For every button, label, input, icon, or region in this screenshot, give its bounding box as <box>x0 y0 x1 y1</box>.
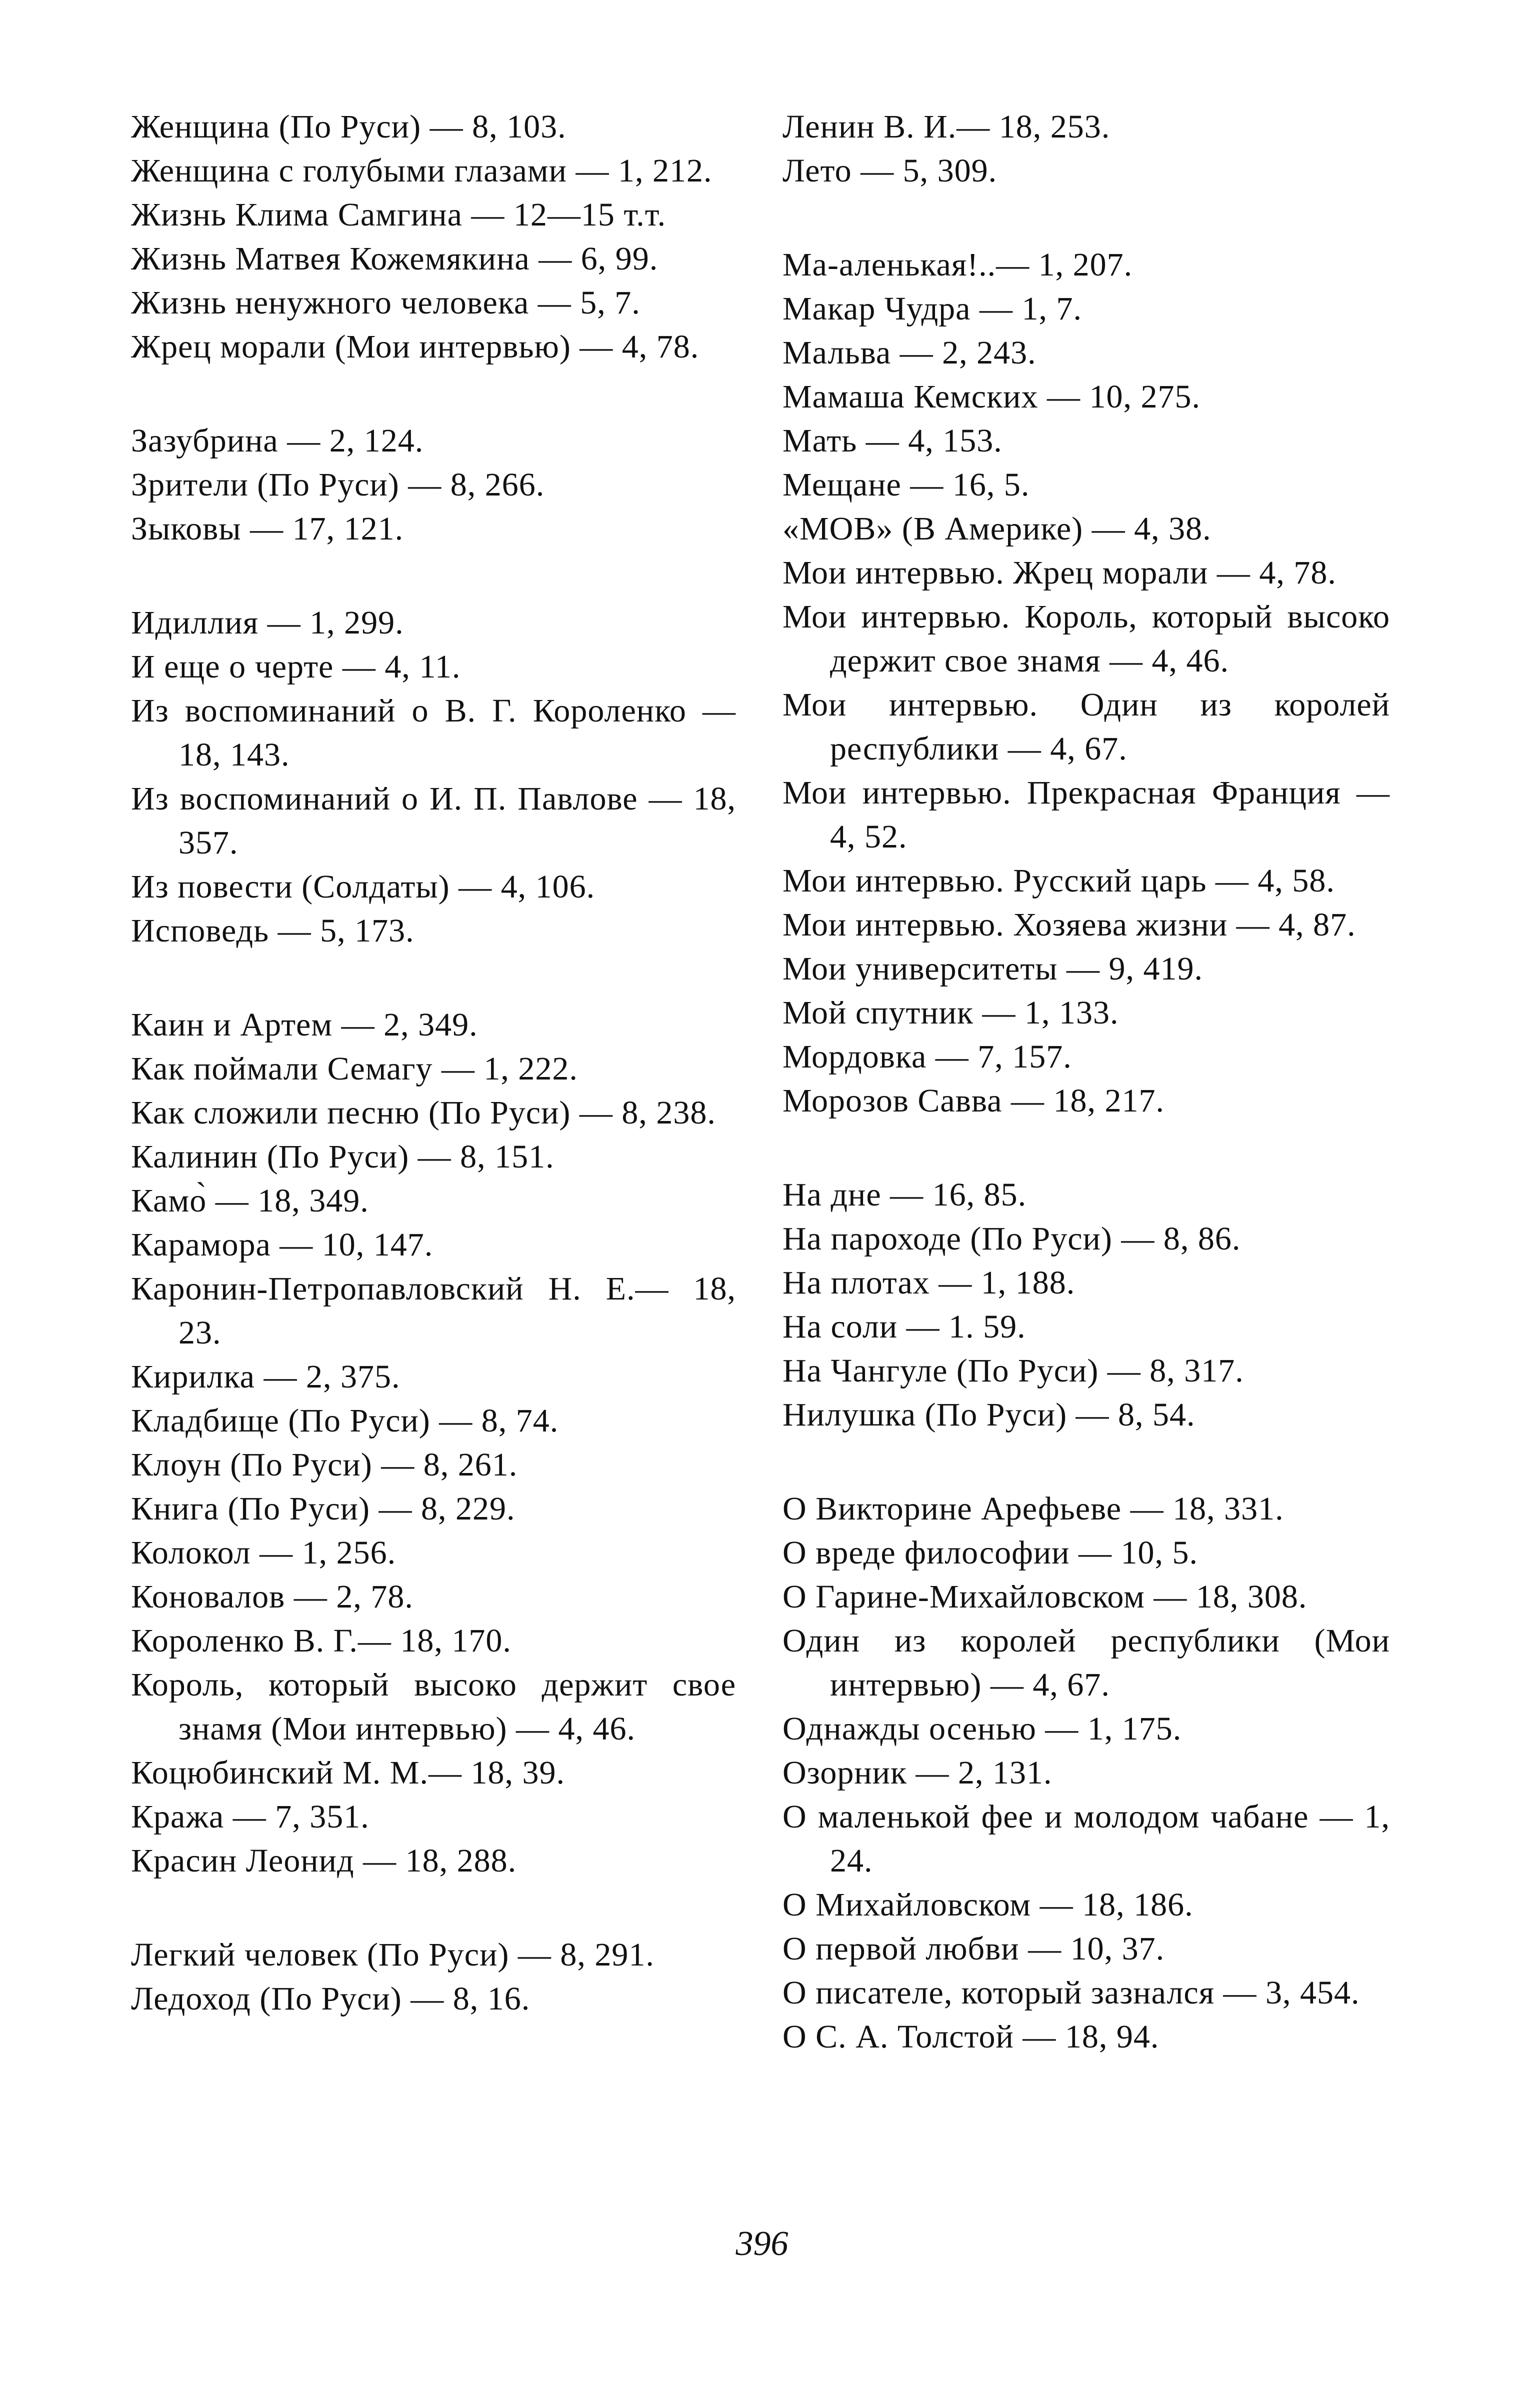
index-entry: Лето — 5, 309. <box>782 152 998 189</box>
index-entry: Жизнь Матвея Кожемякина — 6, 99. <box>131 240 658 277</box>
index-entry: Макар Чудра — 1, 7. <box>782 290 1082 327</box>
index-entry: О Викторине Арефьеве — 18, 331. <box>782 1490 1284 1527</box>
index-entry: Зазубрина — 2, 124. <box>131 422 424 459</box>
index-entry: На соли — 1. 59. <box>782 1308 1026 1345</box>
index-entry: Красин Леонид — 18, 288. <box>131 1842 517 1879</box>
index-entry: На Чангуле (По Руси) — 8, 317. <box>782 1352 1244 1389</box>
index-entry: Морозов Савва — 18, 217. <box>782 1082 1164 1119</box>
index-entry: Женщина (По Руси) — 8, 103. <box>131 108 566 145</box>
index-entry: Мои интервью. Жрец морали — 4, 78. <box>782 554 1336 591</box>
index-entry: Зыковы — 17, 121. <box>131 510 404 547</box>
left-column <box>131 105 736 2071</box>
index-entry: Каронин-Петропавловский Н. Е.— 18, 23. <box>131 1270 736 1351</box>
index-entry: Нилушка (По Руси) — 8, 54. <box>782 1396 1196 1433</box>
index-entry: Мать — 4, 153. <box>782 422 1002 459</box>
index-entry: Кирилка — 2, 375. <box>131 1358 400 1395</box>
index-entry: Из воспоминаний о В. Г. Короленко — 18, 143. <box>131 692 736 773</box>
index-entry: И еще о черте — 4, 11. <box>131 648 461 685</box>
index-entry: Коновалов — 2, 78. <box>131 1578 414 1615</box>
index-entry: Мои интервью. Один из королей республики — 4, 67. <box>782 686 1390 767</box>
index-entry: Мои интервью. Хозяева жизни — 4, 87. <box>782 906 1356 943</box>
index-letter-group <box>131 1933 736 2021</box>
index-entry: Каин и Артем — 2, 349. <box>131 1006 478 1043</box>
index-entry: О С. А. Толстой — 18, 94. <box>782 2018 1160 2055</box>
index-entry: Из воспоминаний о И. П. Павлове — 18, 357. <box>131 780 736 861</box>
right-column <box>782 105 1390 2109</box>
index-entry: Клоун (По Руси) — 8, 261. <box>131 1446 518 1483</box>
index-letter-group <box>131 105 736 369</box>
index-entry: Как поймали Семагу — 1, 222. <box>131 1050 578 1087</box>
index-entry: Мои интервью. Русский царь — 4, 58. <box>782 862 1335 899</box>
index-entry: На пароходе (По Руси) — 8, 86. <box>782 1220 1241 1257</box>
index-entry: Зрители (По Руси) — 8, 266. <box>131 466 545 503</box>
index-entry: Короленко В. Г.— 18, 170. <box>131 1622 512 1659</box>
index-entry: О Михайловском — 18, 186. <box>782 1886 1194 1923</box>
index-entry: Идиллия — 1, 299. <box>131 604 404 641</box>
index-entry: Мои интервью. Прекрасная Франция — 4, 52. <box>782 774 1390 855</box>
index-entry: Ма-аленькая!..— 1, 207. <box>782 246 1133 283</box>
index-entry: Легкий человек (По Руси) — 8, 291. <box>131 1936 654 1973</box>
index-entry: О Гарине-Михайловском — 18, 308. <box>782 1578 1308 1615</box>
index-letter-group <box>782 1173 1390 1437</box>
index-entry: Из повести (Солдаты) — 4, 106. <box>131 868 596 905</box>
index-letter-group <box>131 419 736 551</box>
index-entry: Коцюбинский М. М.— 18, 39. <box>131 1754 565 1791</box>
index-entry: О маленькой фее и молодом чабане — 1, 24. <box>782 1798 1390 1879</box>
index-entry: О писателе, который зазнался — 3, 454. <box>782 1974 1360 2011</box>
index-entry: О вреде философии — 10, 5. <box>782 1534 1198 1571</box>
index-entry: Мой спутник — 1, 133. <box>782 994 1119 1031</box>
index-letter-group <box>131 1003 736 1883</box>
index-entry: Жизнь Клима Самгина — 12—15 т.т. <box>131 196 666 233</box>
index-entry: Мои университеты — 9, 419. <box>782 950 1204 987</box>
index-entry: «МОВ» (В Америке) — 4, 38. <box>782 510 1212 547</box>
index-entry: Жизнь ненужного человека — 5, 7. <box>131 284 640 321</box>
index-entry: Книга (По Руси) — 8, 229. <box>131 1490 516 1527</box>
index-entry: О первой любви — 10, 37. <box>782 1930 1165 1967</box>
index-entry: На дне — 16, 85. <box>782 1176 1027 1213</box>
index-letter-group <box>782 1487 1390 2059</box>
page-number: 396 <box>736 2224 788 2263</box>
index-entry: Ленин В. И.— 18, 253. <box>782 108 1110 145</box>
index-entry: Кладбище (По Руси) — 8, 74. <box>131 1402 559 1439</box>
index-entry: Мамаша Кемских — 10, 275. <box>782 378 1200 415</box>
index-entry: Ледоход (По Руси) — 8, 16. <box>131 1980 530 2017</box>
index-entry: Мои интервью. Король, который высоко держит свое знамя — 4, 46. <box>782 598 1390 679</box>
index-entry: Озорник — 2, 131. <box>782 1754 1052 1791</box>
index-entry: Мордовка — 7, 157. <box>782 1038 1072 1075</box>
index-entry: Колокол — 1, 256. <box>131 1534 396 1571</box>
index-entry: Камо̀ — 18, 349. <box>131 1182 369 1219</box>
index-entry: Один из королей республики (Мои интервью) — 4, 67. <box>782 1622 1390 1703</box>
index-entry: Жрец морали (Мои интервью) — 4, 78. <box>131 328 700 365</box>
index-entry: Исповедь — 5, 173. <box>131 912 414 949</box>
index-letter-group <box>782 105 1390 193</box>
index-entry: Мещане — 16, 5. <box>782 466 1030 503</box>
index-entry: Как сложили песню (По Руси) — 8, 238. <box>131 1094 716 1131</box>
index-entry: На плотах — 1, 188. <box>782 1264 1076 1301</box>
index-entry: Калинин (По Руси) — 8, 151. <box>131 1138 554 1175</box>
index-entry: Однажды осенью — 1, 175. <box>782 1710 1182 1747</box>
index-entry: Король, который высоко держит свое знамя (Мои интервью) — 4, 46. <box>131 1666 736 1747</box>
index-entry: Женщина с голубыми глазами — 1, 212. <box>131 152 712 189</box>
index-letter-group <box>782 243 1390 1123</box>
index-entry: Мальва — 2, 243. <box>782 334 1036 371</box>
index-entry: Карамора — 10, 147. <box>131 1226 434 1263</box>
index-letter-group <box>131 601 736 953</box>
index-entry: Кража — 7, 351. <box>131 1798 370 1835</box>
